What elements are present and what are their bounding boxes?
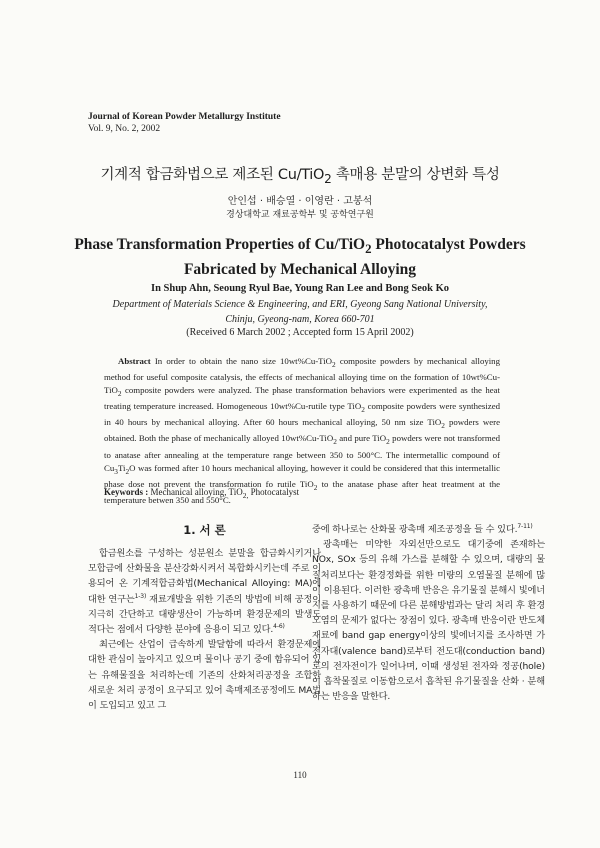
paragraph: 중에 하나로는 산화물 광촉매 제조공정을 들 수 있다.$^{7-11)}$ [312,522,533,535]
english-authors: In Shup Ahn, Seoung Ryul Bae, Young Ran Lee and Bong Seok Ko [150,283,449,294]
korean-affiliation: 경상대학교 재료공학부 및 공학연구원 [226,210,374,220]
journal-volume: Vol. 9, No. 2, 2002 [88,124,161,134]
english-title: Phase Transformation Properties of Cu/TiO$_2$ Photocatalyst Powders Fabricated by Mechanical Alloying [74,236,526,279]
korean-authors: 안인섭 · 배승열 · 이영란 · 고봉석 [227,196,373,207]
left-column [88,546,321,713]
journal-name: Journal of Korean Powder Metallurgy Institute [88,112,281,122]
received-dates: (Received 6 March 2002 ; Accepted form 15 April 2002) [186,327,414,338]
keywords: Keywords : Mechanical alloying, TiO$_{2,}$ Photocatalyst [104,487,300,500]
abstract: Abstract In order to obtain the nano size 10wt%Cu-TiO$_2$ composite powders by mechanical alloying method for useful composite catalysis, the effects of mechanical alloying time on the formation of 10wt%Cu-TiO$_2$ composite powders were analyzed. The phase transformation behaviors were experimented as the heat treating temperature increased. Homogeneous 10wt%Cu-rutile type TiO$_2$ composite powders were synthesized in 40 hours by mechanical alloying. After 60 hours mechanical alloying, 50 nm size TiO$_2$ powders were obtained. Both the phase of mechanically alloyed 10wt%Cu-TiO$_2$ and pure TiO$_2$ powders were not transformed to anatase after annealing at the temperature range between 350 to 500°C. The intermetallic compound of $Cu_3Ti_2O$ was formed after 10 hours mechanical alloying, however it could be considered that this intermetallic phase dose not prevent the transformation fo rutile TiO$_2$ to the anatase phase after heat treatment at the temperature betwen 350 and 550°C. [104,356,501,505]
paragraph: 광촉매는 미약한 자외선만으로도 대기중에 존재하는 NOx, SOx 등의 유해 가스를 분해할 수 있으며, 대량의 물질처리보다는 환경정화를 위한 미량의 오염물질 분해에 많이 이용된다. 이러한 광촉매 반응은 유기물질 분해시 빛에너지를 사용하기 때문에 다른 분해방법과는 달리 처리 후 환경오염의 문제가 없다는 장점이 있다. 광촉매 반응이란 반도체 재료에 band gap energy이상의 빛에너지를 조사하면 가전자대(valence band)로부터 전도대(conduction band)로의 전자전이가 일어나며, 이때 생성된 전자와 정공(hole)이 흡착물질로 이동함으로서 흡착된 유기물질을 산화 · 분해하는 반응을 말한다. [312,539,545,703]
abstract-label: Abstract [118,356,151,366]
section-heading: 1. 서 론 [183,523,226,537]
korean-title: 기계적 합금화법으로 제조된 Cu/TiO$_2$ 촉매용 분말의 상변화 특성 [100,167,500,186]
page-number: 110 [293,770,307,780]
paragraph: 최근에는 산업이 급속하게 발달함에 따라서 환경문제에 대한 관심이 높아지고 있으며 물이나 공기 중에 함유되어 있는 유해물질을 처리하는데 기존의 산화처리공정을 조합한 새로운 처리 공정이 요구되고 있어 촉매제조공정에도 MA법이 도입되고 있고 그 [88,639,321,712]
paragraph: 합금원소를 구성하는 성분원소 분말을 합금화시키거나 모합금에 산화물을 분산강화시켜서 복합화시키는데 주로 이용되어 온 기계적합금화법(Mechanical Alloying: MA)에 대한 연구는$^{1-3)}$ 재료개발을 위한 기존의 방법에 비해 공정이 지극히 간단하고 대량생산이 가능하며 환경문제의 발생도 적다는 점에서 다양한 분야에 응용이 되고 있다.$^{4-6)}$ [88,548,321,636]
journal-header [88,111,281,135]
keywords-label: Keywords : [104,487,149,497]
right-column [312,522,545,704]
english-affiliation: Department of Materials Science & Engineering, and ERI, Gyeong Sang National University, Chinju, Gyeong-nam, Korea 660-701 [112,299,488,325]
